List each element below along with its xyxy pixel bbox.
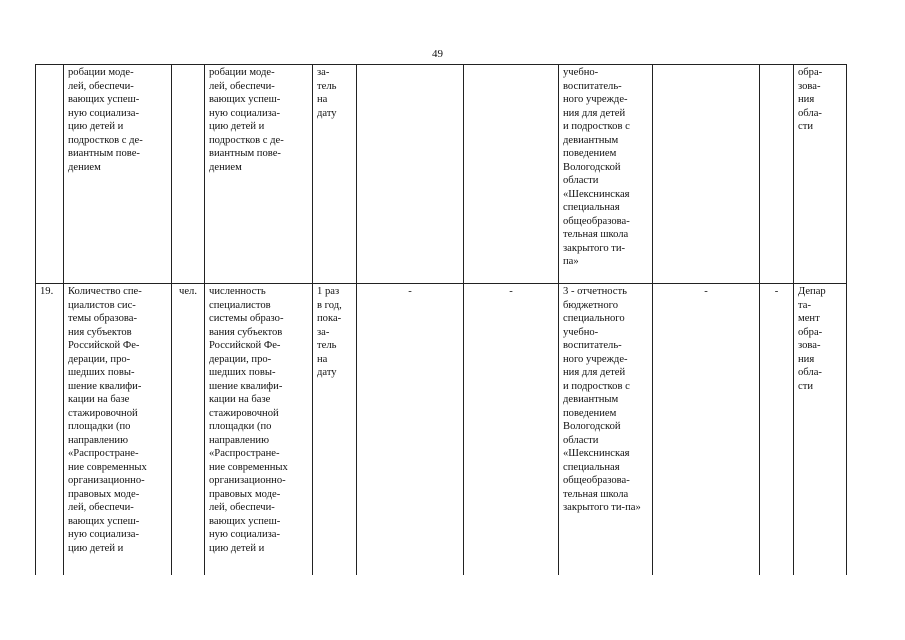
periodicity-cell: за- тель на дату [313, 65, 357, 284]
data-cell: - [357, 284, 464, 576]
data-cell: - [760, 284, 794, 576]
indicator-name-cell: Количество спе- циалистов сис- темы образова- ния субъектов Российской Фе- дерации, про- шедших повы- шение квалифи- кации на базе стажировочной площадки (по направлению «Распростране- ние современных организационно- правовых моде- лей, обеспечи- вающих успеш- ную социализа- цию детей и [64, 284, 172, 576]
definition-cell: робации моде- лей, обеспечи- вающих успеш- ную социализа- цию детей и подростков с де- виантным пове- дением [205, 65, 313, 284]
data-cell: - [464, 284, 559, 576]
definition-cell: численность специалистов системы образо- вания субъектов Российской Фе- дерации, про- шедших повы- шение квалифи- кации на базе стажировочной площадки (по направлению «Распростране- ние современных организационно- правовых моде- лей, обеспечи- вающих успеш- ную социализа- цию детей и [205, 284, 313, 576]
periodicity-cell: 1 раз в год, пока- за- тель на дату [313, 284, 357, 576]
table-row [36, 65, 847, 284]
source-cell: 3 - отчетность бюджетного специального учебно- воспитатель- ного учрежде- ния для детей и подростков с девиантным поведением Вологодской области «Шекснинская специальная общеобразова- тельная школа закрытого ти-па» [559, 284, 653, 576]
unit-cell [172, 65, 205, 284]
responsible-cell: Депар та- мент обра- зова- ния обла- сти [794, 284, 847, 576]
data-cell [464, 65, 559, 284]
row-number-cell [36, 65, 64, 284]
indicators-table [35, 64, 847, 575]
source-cell: учебно- воспитатель- ного учрежде- ния для детей и подростков с девиантным поведением Вологодской области «Шекснинская специальная общеобразова- тельная школа закрытого ти- па» [559, 65, 653, 284]
responsible-cell: обра- зова- ния обла- сти [794, 65, 847, 284]
page-number: 49 [432, 48, 443, 60]
table-row [36, 284, 847, 576]
data-cell [357, 65, 464, 284]
unit-cell: чел. [172, 284, 205, 576]
indicator-name-cell: робации моде- лей, обеспечи- вающих успеш- ную социализа- цию детей и подростков с де- виантным пове- дением [64, 65, 172, 284]
data-cell [653, 65, 760, 284]
data-cell: - [653, 284, 760, 576]
row-number-cell: 19. [36, 284, 64, 576]
data-cell [760, 65, 794, 284]
